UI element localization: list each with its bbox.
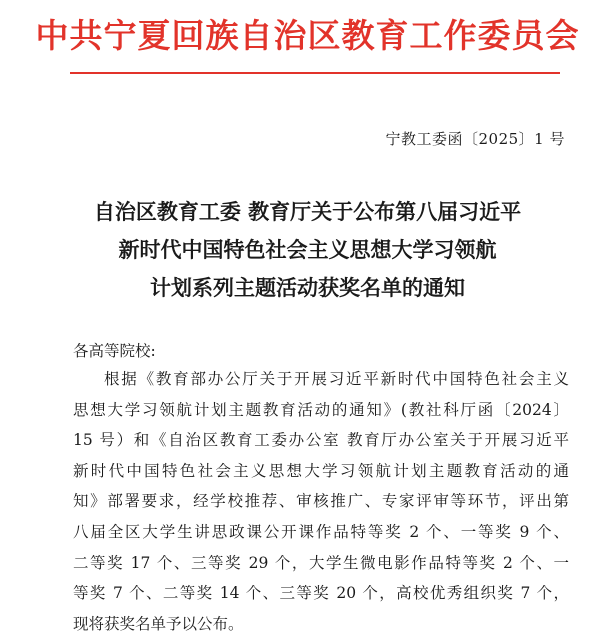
document-number: 宁教工委函〔2025〕1 号 [385, 130, 565, 148]
body-line: 根据《教育部办公厅关于开展习近平新时代中国特色社会主义 [104, 370, 569, 388]
body-line: 新时代中国特色社会主义思想大学习领航计划主题教育活动的通 [73, 461, 569, 480]
body-line: 15 号）和《自治区教育工委办公室 教育厅办公室关于开展习近平 [73, 431, 569, 450]
header-red-rule [70, 72, 560, 74]
body-line: 现将获奖名单予以公布。 [73, 614, 244, 633]
title-line: 自治区教育工委 教育厅关于公布第八届习近平 [93, 199, 522, 224]
title-line: 计划系列主题活动获奖名单的通知 [150, 275, 465, 300]
body-line: 等奖 7 个、二等奖 14 个、三等奖 20 个，高校优秀组织奖 7 个， [73, 584, 569, 603]
body-line: 思想大学习领航计划主题教育活动的通知》(教社科厅函〔2024〕 [73, 400, 569, 419]
document-title [0, 193, 615, 307]
title-line: 新时代中国特色社会主义思想大学习领航 [118, 237, 497, 262]
body-line: 二等奖 17 个、三等奖 29 个，大学生微电影作品特等奖 2 个、一 [73, 553, 569, 572]
body-paragraph [73, 364, 569, 639]
body-line: 知》部署要求，经学校推荐、审核推广、专家评审等环节，评出第 [73, 492, 569, 511]
salutation: 各高等院校: [73, 342, 156, 360]
org-header-title: 中共宁夏回族自治区教育工作委员会 [35, 16, 580, 55]
body-line: 八届全区大学生讲思政课公开课作品特等奖 2 个、一等奖 9 个、 [73, 522, 569, 541]
